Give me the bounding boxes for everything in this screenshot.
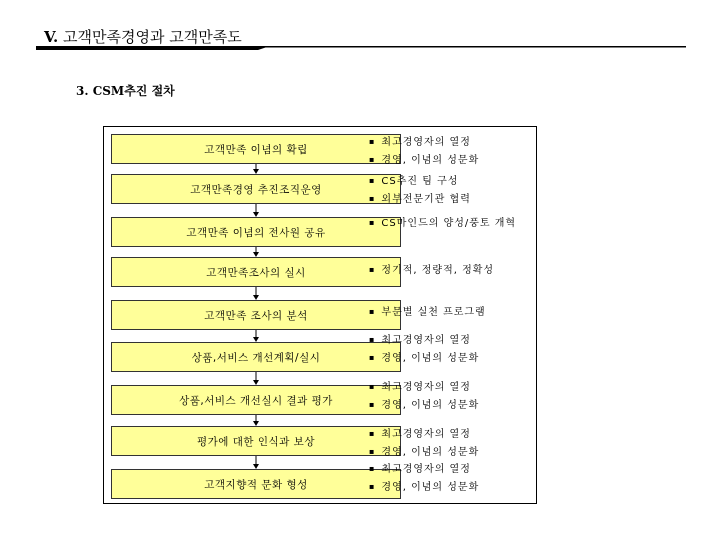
step-note-item: ▪ CS추진 팀 구성 xyxy=(369,172,531,190)
step-note-item: ▪ 최고경영자의 열정 xyxy=(369,460,531,478)
procedure-step: 고객만족 이념의 확립 xyxy=(111,134,401,164)
procedure-step: 고객만족 조사의 분석 xyxy=(111,300,401,330)
procedure-step: 고객만족조사의 실시 xyxy=(111,257,401,287)
step-notes xyxy=(369,214,531,232)
step-note-item: ▪ 경영, 이념의 성문화 xyxy=(369,151,531,169)
step-note-item: ▪ 경영, 이념의 성문화 xyxy=(369,349,531,367)
section-number: V. xyxy=(44,28,59,46)
step-note-item: ▪ 최고경영자의 열정 xyxy=(369,331,531,349)
step-notes xyxy=(369,425,531,461)
step-note-item: ▪ 외부전문기관 협력 xyxy=(369,190,531,208)
step-note-item: ▪ 경영, 이념의 성문화 xyxy=(369,396,531,414)
step-notes xyxy=(369,261,531,279)
step-notes xyxy=(369,378,531,414)
step-note-item: ▪ 부문별 실천 프로그램 xyxy=(369,303,531,321)
procedure-subtitle: 3. CSM추진 절차 xyxy=(76,84,175,98)
procedure-step: 평가에 대한 인식과 보상 xyxy=(111,426,401,456)
step-note-item: ▪ 최고경영자의 열정 xyxy=(369,378,531,396)
section-title: 고객만족경영과 고객만족도 xyxy=(63,28,242,46)
step-note-item: ▪ 경영, 이념의 성문화 xyxy=(369,478,531,496)
step-note-item: ▪ 최고경영자의 열정 xyxy=(369,133,531,151)
step-note-item: ▪ 정기적, 정량적, 정확성 xyxy=(369,261,531,279)
step-note-item: ▪ CS마인드의 양성/풍토 개혁 xyxy=(369,214,531,232)
procedure-step: 상품,서비스 개선계획/실시 xyxy=(111,342,401,372)
step-note-item: ▪ 최고경영자의 열정 xyxy=(369,425,531,443)
step-notes xyxy=(369,460,531,496)
step-notes xyxy=(369,172,531,208)
step-notes xyxy=(369,133,531,169)
procedure-step: 고객지향적 문화 형성 xyxy=(111,469,401,499)
procedure-step: 고객만족 이념의 전사원 공유 xyxy=(111,217,401,247)
step-note-item: ▪ 경영, 이념의 성문화 xyxy=(369,443,531,461)
step-notes xyxy=(369,303,531,321)
step-notes xyxy=(369,331,531,367)
procedure-step: 상품,서비스 개선실시 결과 평가 xyxy=(111,385,401,415)
procedure-step: 고객만족경영 추진조직운영 xyxy=(111,174,401,204)
